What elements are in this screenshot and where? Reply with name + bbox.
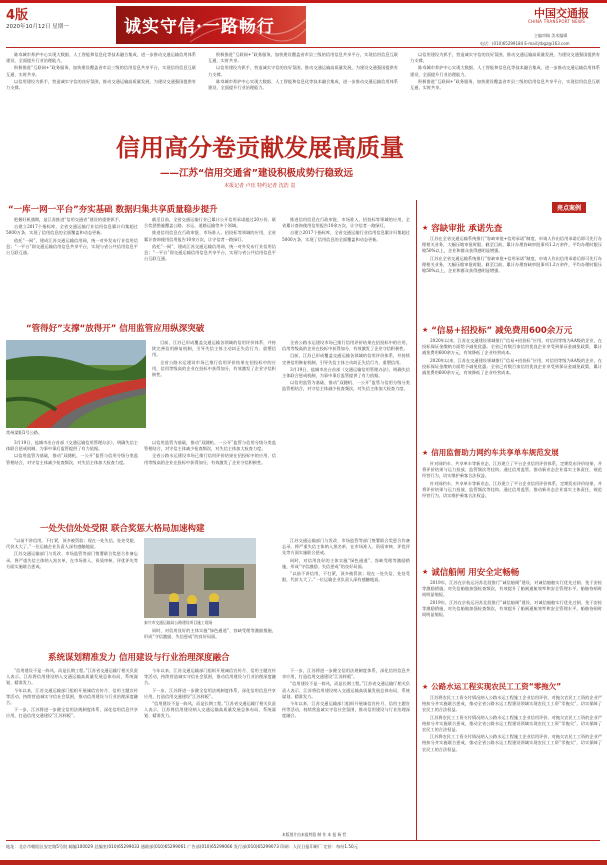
masthead-rule	[6, 47, 600, 48]
sidebar-item-4-body: 2019年，江苏在京杭运河苏北段推行“诚信船闸”建设，对诚信船舶实行优先过闸、免于安检等激励措施，对失信船舶加强检查频次，有效提升了船闸通航效率和安全管理水平，船舶待闸时间明显缩短。 2019年，江苏在京杭运河苏北段推行“诚信船闸”建设，对诚信船舶实行优先过闸、免于安检等激励措施，对失信船舶加强检查频次，有效提升了船闸通航效率和安全管理水平，船舶待闸时间明显缩短。	[422, 580, 602, 618]
section3-col-3: 江苏交通运输部门与发改、市场监管等部门签署联合奖惩合作备忘录，将严重失信主体纳入黑名单，在市场准入、资质审核、评优评先等方面实施联合惩戒。 同时，对信用良好的主体实施“绿色通道”、容缺受理等激励措施，形成“守信激励、失信惩戒”的良好局面。 “以前不讲信用，不打紧，顶多被罚款；现在一处失信，处处受限，代价太大了。”一位运输企业负责人深有感触地说。	[282, 538, 410, 583]
top-column-2: 积极推进“互联网+”政务服务，加快建设覆盖省市县三级的信用信息共享平台，实现信用信息互联互通、实时共享。 以信用建设为抓手，营造诚实守信的良好氛围，推动交通运输高质量发展，为建设交通强国提供有力支撑。 陈寿城市养护中心实现大数据、人工智能和信息化等技术融合集成，进一步推动交通运输信用体系建设，全面提升行业治理能力。	[208, 52, 398, 91]
footer-bottom-bar	[0, 860, 607, 865]
star-icon: ★	[422, 682, 429, 691]
section3-col-4	[262, 538, 278, 618]
section1-col-2: 截至目前，全省交通运输行业已累计公开信用承诺超过20万份，联合奖惩措施覆盖公路、水运、道路运输等多个领域。 推进信用信息在行政审批、市场准入、招投标等领域的应用，全省累计查询使用信用报告10余万次，让守信者一路绿灯。 依托“一网”，建成江苏交通运输信用网，统一对外发布行业信用信息；“一平台”即交通运输信用信息共享平台，实现与省公共信用信息平台互联互通。	[144, 217, 276, 262]
section1-col-1: 把握好机遇期，是江苏推进“信用交通省”建设的重要抓手。 自建立2017个指标库，全省交通运输行业信用信息累计归集超过5000万条，实现了信用信息的全面覆盖和动态更新。 依托“一网”，建成江苏交通运输信用网，统一对外发布行业信用信息；“一平台”即交通运输信用信息共享平台，实现与省公共信用信息平台互联互通。	[6, 217, 138, 256]
star-icon: ★	[422, 568, 429, 576]
section2-col-1: 3月19日，盐城市出台首部《交通运输信用管理办法》，明确失信主体联合惩戒机制，为事中事后监管提供了有力依据。 以信用监管为基础，推动“双随机、一公开”监管与信用分级分类监管相结合，对守信主体减少检查频次，对失信主体加大检查力度。	[6, 440, 138, 465]
byline: 本报记者 卢珏 特约记者 沈浩 袁	[224, 183, 296, 189]
section4-col-1: “信用建设不是一阵风，而是长期工程。”江苏省交通运输厅相关负责人表示，江苏将信用建设纳入交通运输高质量发展总体布局，系统谋划、精准发力。 今年以来，江苏交通运输部门组织开展诚信宣传月、信用主题宣传等活动，持续营造诚实守信社会氛围，推动信用建设与行业治理深度融合。 下一步，江苏将进一步健全信用法规制度体系，深化信用信息共享应用，打造信用交通建设“江苏样板”。	[6, 668, 138, 719]
section2-title: “管得好”支撑“放得开” 信用监管应用纵深突破	[26, 324, 205, 334]
sidebar-item-4-title: ★ 诚信船闸 用安全定畅畅	[422, 568, 520, 578]
star-icon: ★	[422, 224, 429, 232]
phone-line: 电话：(010)65299184 E-mail:jtbgz@163.com	[480, 41, 570, 46]
paper-logo: 中国交通报	[534, 7, 589, 20]
paper-name-en: CHINA TRANSPORT NEWS	[528, 19, 586, 24]
sidebar-item-1-title: ★ 容缺审批 承诺先查	[422, 224, 503, 234]
section4-col-2: 今年以来，江苏交通运输部门组织开展诚信宣传月、信用主题宣传等活动，持续营造诚实守信社会氛围，推动信用建设与行业治理深度融合。 下一步，江苏将进一步健全信用法规制度体系，深化信用信息共享应用，打造信用交通建设“江苏样板”。 “信用建设不是一阵风，而是长期工程。”江苏省交通运输厅相关负责人表示，江苏将信用建设纳入交通运输高质量发展总体布局，系统谋划、精准发力。	[144, 668, 276, 719]
sidebar-item-1-body: 江苏在全省交通运输系统推行“容缺审批+信用承诺”制度，申请人作出信用承诺后即可先行办理相关业务，大幅压缩审批时限。截至目前，累计办理容缺审批事项1.2万余件，平均办理时限压缩50%以上，企业和群众获得感明显增强。 江苏在全省交通运输系统推行“容缺审批+信用承诺”制度，申请人作出信用承诺后即可先行办理相关业务，大幅压缩审批时限。截至目前，累计办理容缺审批事项1.2万余件，平均办理时限压缩50%以上，企业和群众获得感明显增强。	[422, 236, 602, 274]
section2-col-4: 目前，江苏已形成覆盖交通运输各领域的信用评价体系，并持续完善信用修复机制，引导失信主体主动纠正失信行为、重塑信用。 全省公路水运建设市场已推行信用评价结果在招投标中的应用，信用等级高的企业在投标中获得加分，有效激发了企业守信积极性。	[152, 340, 276, 378]
sidebar-divider	[416, 200, 417, 840]
sidebar-item-3-title: ★ 信用监督助力网约车共享单车规范发展	[422, 448, 559, 457]
sidebar-item-5-body: 江苏将农民工工资支付情况纳入公路水运工程施工企业信用评价，对拖欠农民工工资的企业严格扣分并实施联合惩戒，推动全省公路水运工程建设领域实现农民工工资“零拖欠”，切实保障了农民工的合法权益。 江苏将农民工工资支付情况纳入公路水运工程施工企业信用评价，对拖欠农民工工资的企业严格扣分并实施联合惩戒，推动全省公路水运工程建设领域实现农民工工资“零拖欠”，切实保障了农民工的合法权益。 江苏将农民工工资支付情况纳入公路水运工程施工企业信用评价，对拖欠农民工工资的企业严格扣分并实施联合惩戒，推动全省公路水运工程建设领域实现农民工工资“零拖欠”，切实保障了农民工的合法权益。	[422, 695, 602, 752]
section4-title: 系统谋划精准发力 信用建设与行业治理深度融合	[48, 653, 230, 663]
sidebar-item-5-title: ★ 公路水运工程实现农民工工资“零拖欠”	[422, 682, 562, 691]
sidebar-item-3-body: 针对网约车、共享单车等新业态，江苏建立了平台企业信用评价体系，定期发布评价结果，并将评价结果与运力投放、监管频次等挂钩。通过信用监管，推动新业态企业落实主体责任，规范经营行为，切实维护乘客合法权益。 针对网约车、共享单车等新业态，江苏建立了平台企业信用评价体系，定期发布评价结果，并将评价结果与运力投放、监管频次等挂钩。通过信用监管，推动新业态企业落实主体责任，规范经营行为，切实维护乘客合法权益。	[422, 461, 602, 499]
section3-title: 一处失信处处受限 联合奖惩大格局加速构建	[40, 524, 205, 534]
road-photo-caption: 常州溧阳1号公路。	[6, 430, 43, 435]
footer-rule	[6, 840, 600, 841]
top-column-1: 陈寿城市养护中心实现大数据、人工智能和信息化等技术融合集成，进一步推动交通运输信用体系建设，全面提升行业治理能力。 积极推进“互联网+”政务服务，加快建设覆盖省市县三级的信用信息共享平台，实现信用信息互联互通、实时共享。 以信用建设为抓手，营造诚实守信的良好氛围，推动交通运输高质量发展，为建设交通强国提供有力支撑。	[6, 52, 196, 91]
construction-photo	[144, 538, 256, 618]
section2-col-2: 以信用监管为基础，推动“双随机、一公开”监管与信用分级分类监管相结合，对守信主体减少检查频次，对失信主体加大检查力度。 全省公路水运建设市场已推行信用评价结果在招投标中的应用，信用等级高的企业在投标中获得加分，有效激发了企业守信积极性。	[144, 440, 276, 465]
section3-col-2: 同时，对信用良好的主体实施“绿色通道”、容缺受理等激励措施，形成“守信激励、失信惩戒”的良好局面。	[144, 628, 276, 640]
date-line: 2020年10月12日 星期一	[6, 24, 69, 30]
road-photo	[6, 340, 146, 428]
star-icon: ★	[422, 448, 429, 457]
sidebar-item-2-body: 2020年以来，江苏在交通建设领域推行“信易+招投标”应用，对信用等级为AA级的企业，在投标保证金缴纳方面给予减免优惠。全省已有数百家信用优良企业享受到保证金减免政策，累计减免费用600余万元，有效降低了企业经营成本。 2020年以来，江苏在交通建设领域推行“信易+招投标”应用，对信用等级为AA级的企业，在投标保证金缴纳方面给予减免优惠。全省已有数百家信用优良企业享受到保证金减免政策，累计减免费用600余万元，有效降低了企业经营成本。	[422, 338, 602, 376]
top-column-3: 以信用建设为抓手，营造诚实守信的良好氛围，推动交通运输高质量发展，为建设交通强国提供有力支撑。 陈寿城市养护中心实现大数据、人工智能和信息化等技术融合集成，进一步推动交通运输信用体系建设，全面提升行业治理能力。 积极推进“互联网+”政务服务，加快建设覆盖省市县三级的信用信息共享平台，实现信用信息互联互通、实时共享。	[410, 52, 600, 91]
star-icon: ★	[422, 326, 429, 334]
section4-footer-note: 本版图片由本报特派 制 作 本 报 杨 哲	[282, 832, 347, 837]
banner-title: 诚实守信·一路畅行	[124, 17, 275, 37]
section2-col-3: 全省公路水运建设市场已推行信用评价结果在招投标中的应用，信用等级高的企业在投标中获得加分，有效激发了企业守信积极性。 目前，江苏已形成覆盖交通运输各领域的信用评价体系，并持续完善信用修复机制，引导失信主体主动纠正失信行为、重塑信用。 3月19日，盐城市出台首部《交通运输信用管理办法》，明确失信主体联合惩戒机制，为事中事后监管提供了有力依据。 以信用监管为基础，推动“双随机、一公开”监管与信用分级分类监管相结合，对守信主体减少检查频次，对失信主体加大检查力度。	[282, 340, 410, 392]
editor-line: 主编审稿 美术编辑	[534, 33, 568, 38]
footer-text: 地址：北京市朝阳区安定路5号院 邮编100029 总编室(010)65299033 通联部(010)65299061 广告部(010)65299066 发行部(010)65299073 印刷：人民日报印刷厂 定价：每份1.50元	[6, 844, 358, 849]
section1-title: “一库一网一平台”夯实基础 数据归集共享质量稳步提升	[8, 205, 218, 215]
section1-col-3: 推进信用信息在行政审批、市场准入、招投标等领域的应用，全省累计查询使用信用报告10余万次，让守信者一路绿灯。 自建立2017个指标库，全省交通运输行业信用信息累计归集超过5000万条，实现了信用信息的全面覆盖和动态更新。	[282, 217, 410, 242]
sidebar-item-2-title: ★ “信易+招投标” 减免费用600余万元	[422, 326, 573, 336]
sidebar-tag: 亮点案例	[552, 202, 586, 213]
construction-photo-caption: 泰兴市交通运输局公路建设项目施工现场	[144, 620, 213, 625]
sub-headline: ——江苏“信用交通省”建设积极成势行稳致远	[160, 168, 353, 179]
top-accent-bar	[0, 0, 607, 3]
section3-col-1: “以前不讲信用，不打紧，顶多被罚款；现在一处失信，处处受限，代价太大了。”一位运输企业负责人深有感触地说。 江苏交通运输部门与发改、市场监管等部门签署联合奖惩合作备忘录，将严重失信主体纳入黑名单，在市场准入、资质审核、评优评先等方面实施联合惩戒。	[6, 538, 138, 569]
page-number: 4版	[6, 8, 29, 23]
headline: 信用高分卷贡献发展高质量	[116, 134, 404, 162]
section4-col-3: 下一步，江苏将进一步健全信用法规制度体系，深化信用信息共享应用，打造信用交通建设“江苏样板”。 “信用建设不是一阵风，而是长期工程。”江苏省交通运输厅相关负责人表示，江苏将信用建设纳入交通运输高质量发展总体布局，系统谋划、精准发力。 今年以来，江苏交通运输部门组织开展诚信宣传月、信用主题宣传等活动，持续营造诚实守信社会氛围，推动信用建设与行业治理深度融合。	[282, 668, 410, 719]
